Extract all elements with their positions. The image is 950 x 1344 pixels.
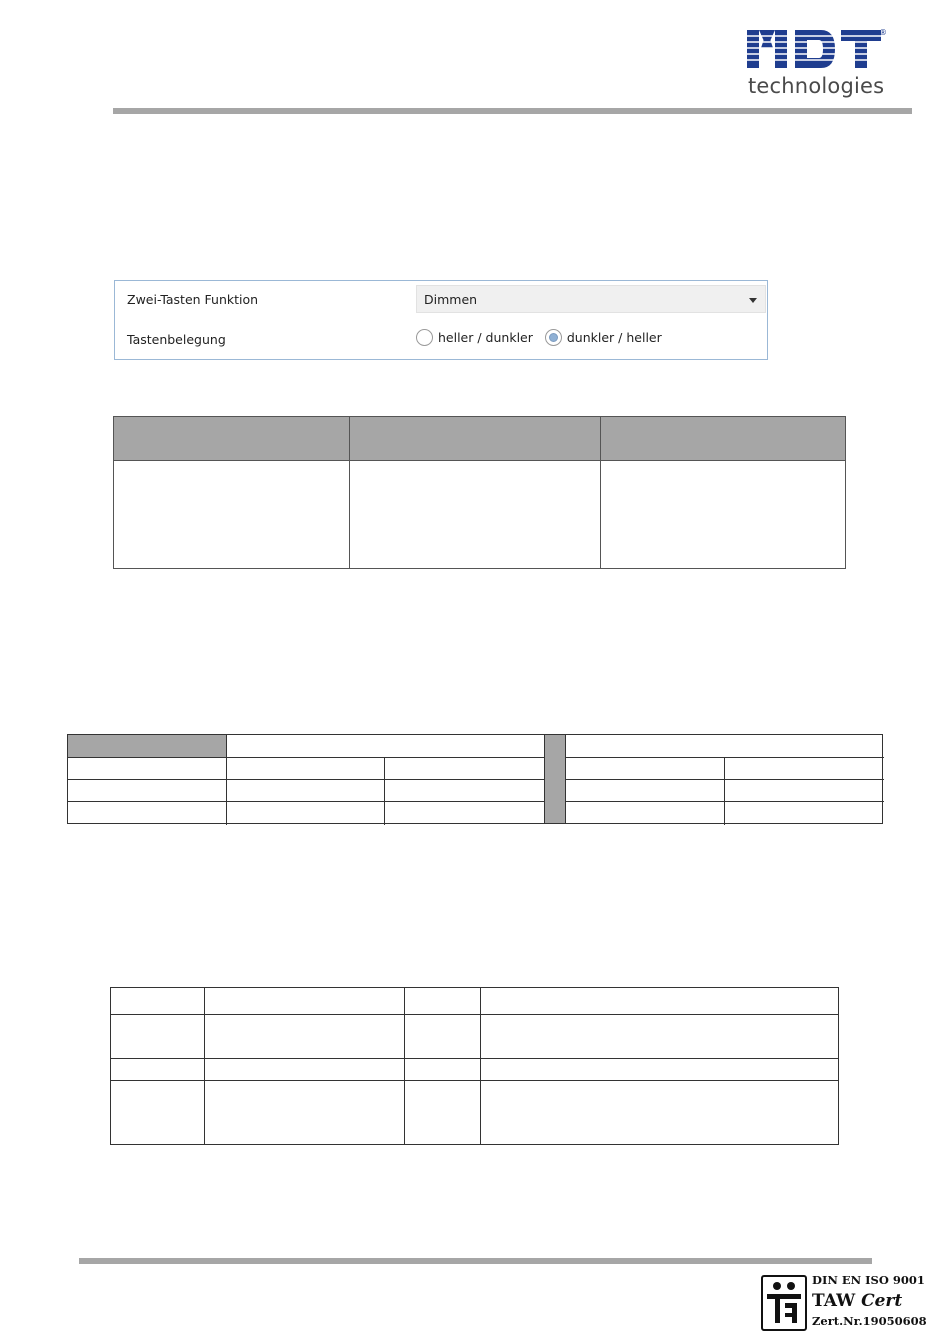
radio-label: dunkler / heller	[566, 329, 662, 345]
key-assignment-radio-group	[416, 327, 674, 347]
param-label-key-assignment: Tastenbelegung	[127, 332, 226, 347]
logo-text: technologies	[748, 74, 885, 98]
mdt-logo	[745, 26, 887, 108]
radio-circle-checked-icon	[545, 329, 562, 346]
parameter-table	[113, 416, 846, 569]
cert-brand-taw: TAW	[812, 1291, 856, 1311]
table-column-divider	[600, 417, 601, 568]
select-value: Dimmen	[424, 292, 478, 307]
cert-standard: DIN EN ISO 9001	[812, 1273, 925, 1287]
registered-mark: ®	[879, 28, 887, 37]
radio-circle-icon	[416, 329, 433, 346]
table-column-line	[724, 757, 725, 825]
radio-darker-brighter[interactable]	[545, 329, 662, 346]
two-key-function-select[interactable]	[416, 285, 766, 313]
parameter-table-header	[114, 417, 845, 461]
footer-rule	[79, 1258, 872, 1264]
header-rule	[113, 108, 912, 114]
table-column-divider	[349, 417, 350, 568]
cert-brand-cert: Cert	[861, 1291, 903, 1311]
table-row-line	[111, 1080, 838, 1081]
table-column-line	[404, 988, 405, 1144]
table-column-line	[480, 988, 481, 1144]
table-column-line	[384, 757, 385, 825]
table-column-line	[226, 735, 227, 825]
radio-label: heller / dunkler	[438, 329, 533, 345]
mdt-logo-mark	[745, 26, 887, 76]
certification-stamp	[760, 1272, 927, 1334]
object-table-header-cell	[68, 735, 226, 757]
taw-cert-logo	[761, 1275, 807, 1331]
table-row-line	[566, 757, 884, 758]
table-row-line	[68, 757, 544, 758]
table-row-line	[111, 1014, 838, 1015]
chevron-down-icon	[749, 298, 757, 303]
table-row-line	[566, 801, 884, 802]
table-row-line	[111, 1058, 838, 1059]
object-table-separator	[544, 735, 566, 823]
table-column-line	[204, 988, 205, 1144]
object-table	[67, 734, 883, 824]
table-row-line	[68, 779, 544, 780]
parameter-panel	[114, 280, 768, 360]
table-row-line	[566, 779, 884, 780]
cert-number: Zert.Nr.19050608	[812, 1314, 927, 1328]
table-row-line	[68, 801, 544, 802]
param-label-two-key-function: Zwei-Tasten Funktion	[127, 292, 259, 307]
cert-brand	[812, 1291, 902, 1311]
communication-object-table	[110, 987, 839, 1145]
radio-brighter-darker[interactable]	[416, 329, 533, 346]
